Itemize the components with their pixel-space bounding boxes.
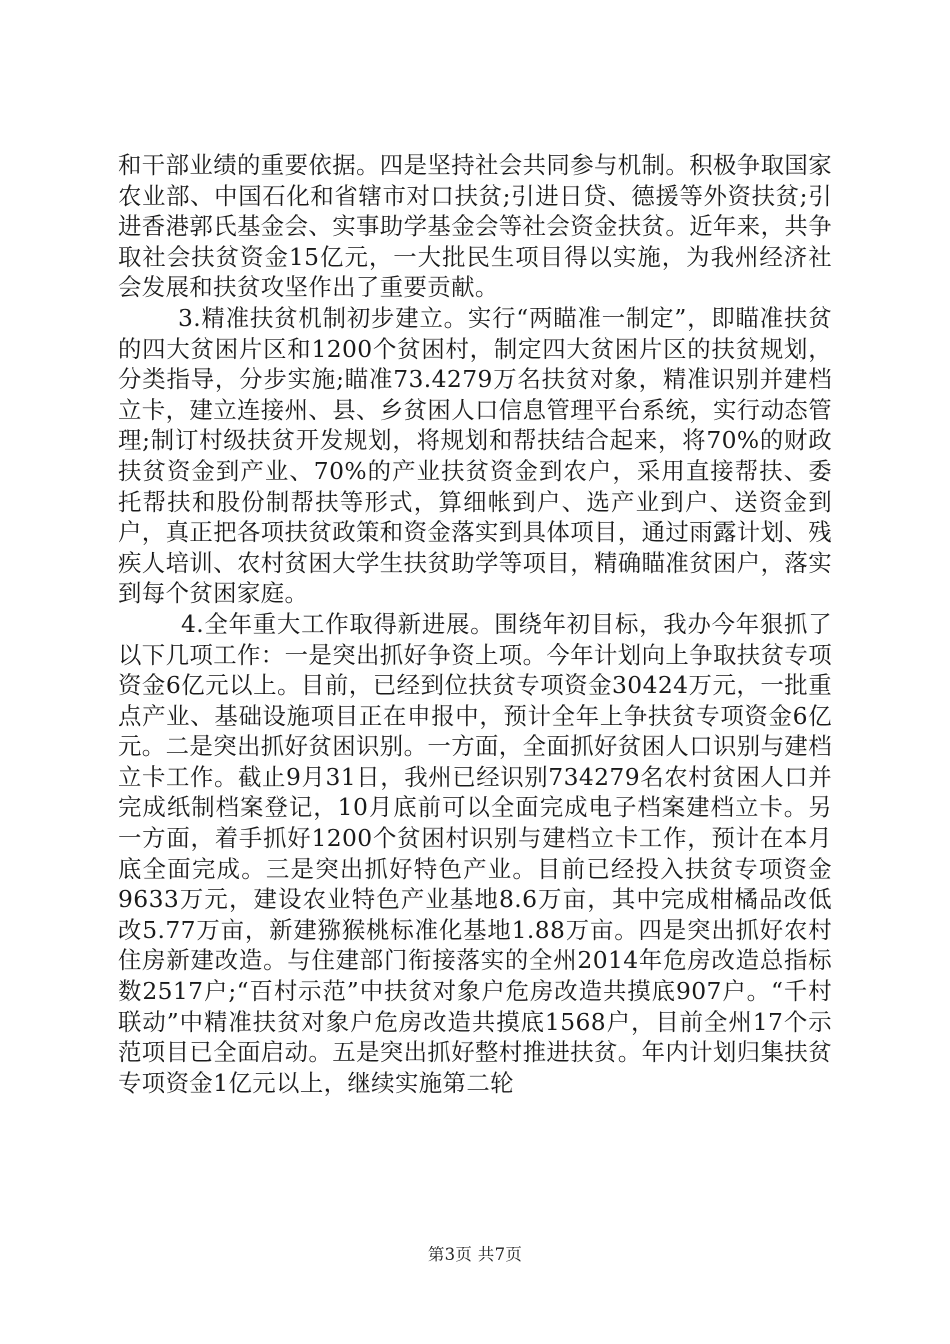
document-body — [118, 150, 832, 1098]
paragraph-continuation: 和干部业绩的重要依据。四是坚持社会共同参与机制。积极争取国家农业部、中国石化和省辖市对口扶贫;引进日贷、德援等外资扶贫;引进香港郭氏基金会、实事助学基金会等社会资金扶贫。近年来，共争取社会扶贫资金15亿元，一大批民生项目得以实施，为我州经济社会发展和扶贫攻坚作出了重要贡献。 — [118, 151, 832, 302]
paragraph-section-3: 3.精准扶贫机制初步建立。实行“两瞄准一制定”，即瞄准扶贫的四大贫困片区和1200个贫困村，制定四大贫困片区的扶贫规划，分类指导，分步实施;瞄准73.4279万名扶贫对象，精准识别并建档立卡，建立连接州、县、乡贫困人口信息管理平台系统，实行动态管理;制订村级扶贫开发规划，将规划和帮扶结合起来，将70%的财政扶贫资金到产业、70%的产业扶贫资金到农户，采用直接帮扶、委托帮扶和股份制帮扶等形式，算细帐到户、选产业到户、送资金到户，真正把各项扶贫政策和资金落实到具体项目，通过雨露计划、残疾人培训、农村贫困大学生扶贫助学等项目，精确瞄准贫困户，落实到每个贫困家庭。 — [118, 303, 832, 608]
page-footer — [0, 1241, 950, 1265]
paragraph-section-4: 4.全年重大工作取得新进展。围绕年初目标，我办今年狠抓了以下几项工作：一是突出抓好争资上项。今年计划向上争取扶贫专项资金6亿元以上。目前，已经到位扶贫专项资金30424万元，一批重点产业、基础设施项目正在申报中，预计全年上争扶贫专项资金6亿元。二是突出抓好贫困识别。一方面，全面抓好贫困人口识别与建档立卡工作。截止9月31日，我州已经识别734279名农村贫困人口并完成纸制档案登记，10月底前可以全面完成电子档案建档立卡。另一方面，着手抓好1200个贫困村识别与建档立卡工作，预计在本月底全面完成。三是突出抓好特色产业。目前已经投入扶贫专项资金9633万元，建设农业特色产业基地8.6万亩，其中完成柑橘品改低改5.77万亩，新建猕猴桃标准化基地1.88万亩。四是突出抓好农村住房新建改造。与住建部门衔接落实的全州2014年危房改造总指标数2517户;“百村示范”中扶贫对象户危房改造共摸底907户。“千村联动”中精准扶贫对象户危房改造共摸底1568户，目前全州17个示范项目已全面启动。五是突出抓好整村推进扶贫。年内计划归集扶贫专项资金1亿元以上，继续实施第二轮 — [118, 609, 832, 1097]
page-number-label: 第3页 共7页 — [427, 1245, 523, 1264]
